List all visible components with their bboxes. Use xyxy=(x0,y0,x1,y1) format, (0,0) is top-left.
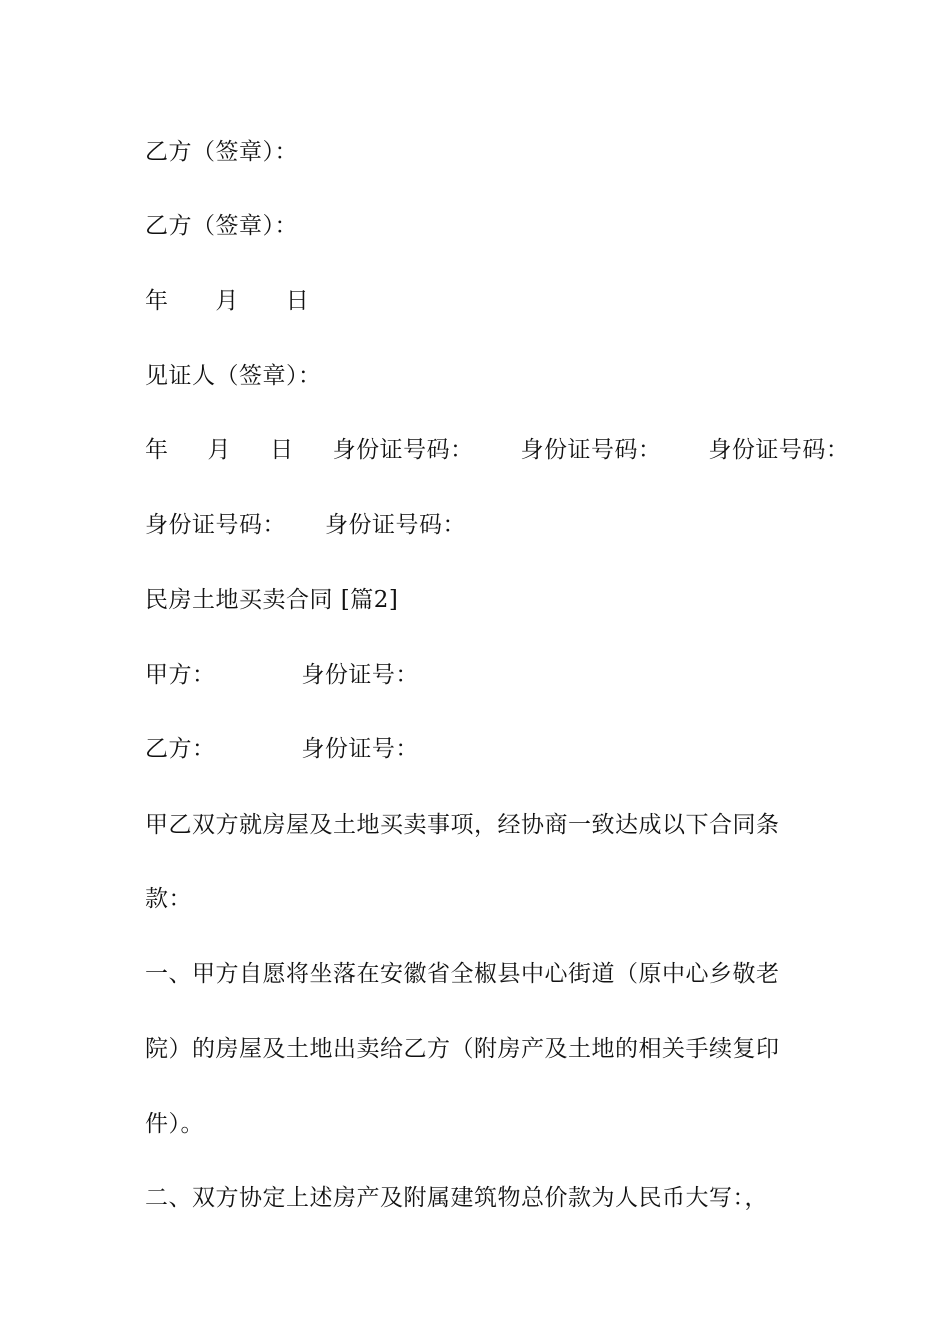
section-title: 民房土地买卖合同 [篇2] xyxy=(145,587,399,613)
id-number-line: 身份证号码： 身份证号码： xyxy=(145,512,467,538)
paragraph-line: 款： xyxy=(145,886,192,912)
date-line: 年 月 日 xyxy=(145,288,310,314)
clause-one-line: 院）的房屋及土地出卖给乙方（附房产及土地的相关手续复印 xyxy=(145,1036,780,1062)
paragraph-line: 甲乙双方就房屋及土地买卖事项，经协商一致达成以下合同条 xyxy=(145,812,780,838)
party-a-line: 甲方： 身份证号： xyxy=(145,662,419,688)
witness-signature-line: 见证人（签章）： xyxy=(145,363,322,389)
party-b-signature-line-2: 乙方（签章）： xyxy=(145,213,298,239)
date-and-id-line: 年 月 日 身份证号码： 身份证号码： 身份证号码： xyxy=(145,437,850,463)
clause-one-line: 一、甲方自愿将坐落在安徽省全椒县中心街道（原中心乡敬老 xyxy=(145,961,780,987)
party-b-line: 乙方： 身份证号： xyxy=(145,736,419,762)
clause-one-line: 件）。 xyxy=(145,1111,204,1137)
clause-two-line: 二、双方协定上述房产及附属建筑物总价款为人民币大写：， xyxy=(145,1185,768,1211)
party-b-signature-line: 乙方（签章）： xyxy=(145,139,298,165)
